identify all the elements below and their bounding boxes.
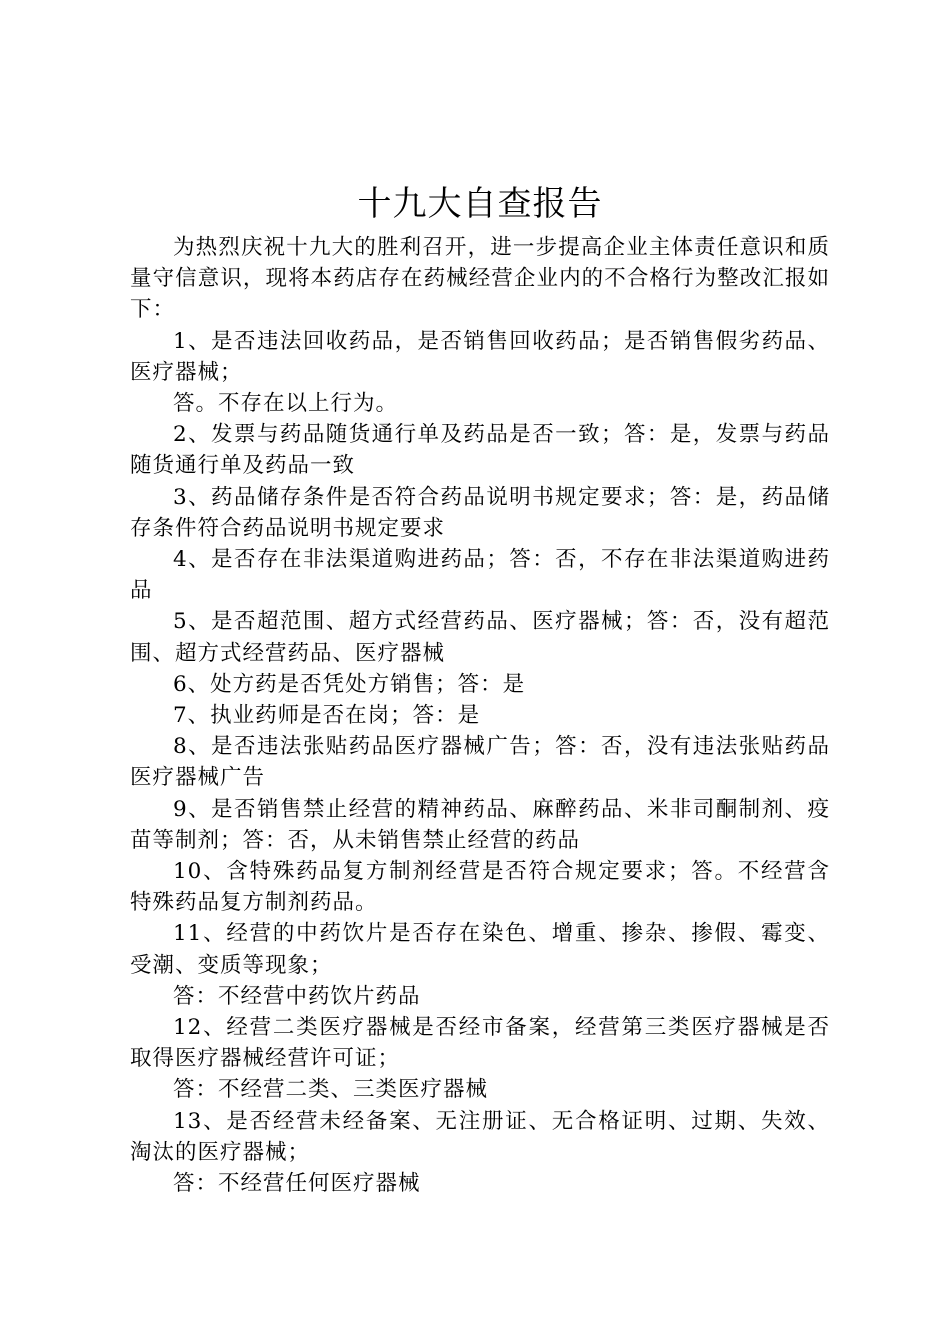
paragraph: 6、处方药是否凭处方销售；答：是 (173, 671, 526, 697)
paragraph: 4、是否存在非法渠道购进药品；答：否，不存在非法渠道购进药品 (130, 547, 830, 604)
paragraph: 12、经营二类医疗器械是否经市备案，经营第三类医疗器械是否取得医疗器械经营许可证； (130, 1015, 830, 1072)
paragraph: 10、含特殊药品复方制剂经营是否符合规定要求；答。不经营含特殊药品复方制剂药品。 (130, 859, 830, 916)
paragraph: 1、是否违法回收药品，是否销售回收药品；是否销售假劣药品、医疗器械； (130, 328, 830, 385)
paragraph: 11、经营的中药饮片是否存在染色、增重、掺杂、掺假、霉变、受潮、变质等现象； (130, 921, 830, 978)
document-title: 十九大自查报告 (357, 184, 603, 224)
paragraph: 3、药品储存条件是否符合药品说明书规定要求；答：是，药品储存条件符合药品说明书规定要求 (130, 484, 830, 541)
paragraph: 答。不存在以上行为。 (173, 391, 399, 417)
paragraph: 答：不经营任何医疗器械 (173, 1171, 421, 1197)
paragraph: 2、发票与药品随货通行单及药品是否一致；答：是，发票与药品随货通行单及药品一致 (130, 422, 830, 479)
paragraph: 8、是否违法张贴药品医疗器械广告；答：否，没有违法张贴药品医疗器械广告 (130, 734, 830, 791)
paragraph: 5、是否超范围、超方式经营药品、医疗器械；答：否，没有超范围、超方式经营药品、医疗器械 (130, 609, 830, 666)
paragraph: 为热烈庆祝十九大的胜利召开，进一步提高企业主体责任意识和质量守信意识，现将本药店存在药械经营企业内的不合格行为整改汇报如下： (130, 235, 830, 323)
paragraph: 9、是否销售禁止经营的精神药品、麻醉药品、米非司酮制剂、疫苗等制剂；答：否，从未销售禁止经营的药品 (130, 796, 830, 853)
paragraph: 13、是否经营未经备案、无注册证、无合格证明、过期、失效、淘汰的医疗器械； (130, 1108, 830, 1165)
document-page (130, 182, 830, 1199)
paragraph: 7、执业药师是否在岗；答：是 (173, 703, 481, 729)
document-body (130, 232, 830, 1199)
paragraph: 答：不经营中药饮片药品 (173, 983, 421, 1009)
paragraph: 答：不经营二类、三类医疗器械 (173, 1077, 489, 1103)
